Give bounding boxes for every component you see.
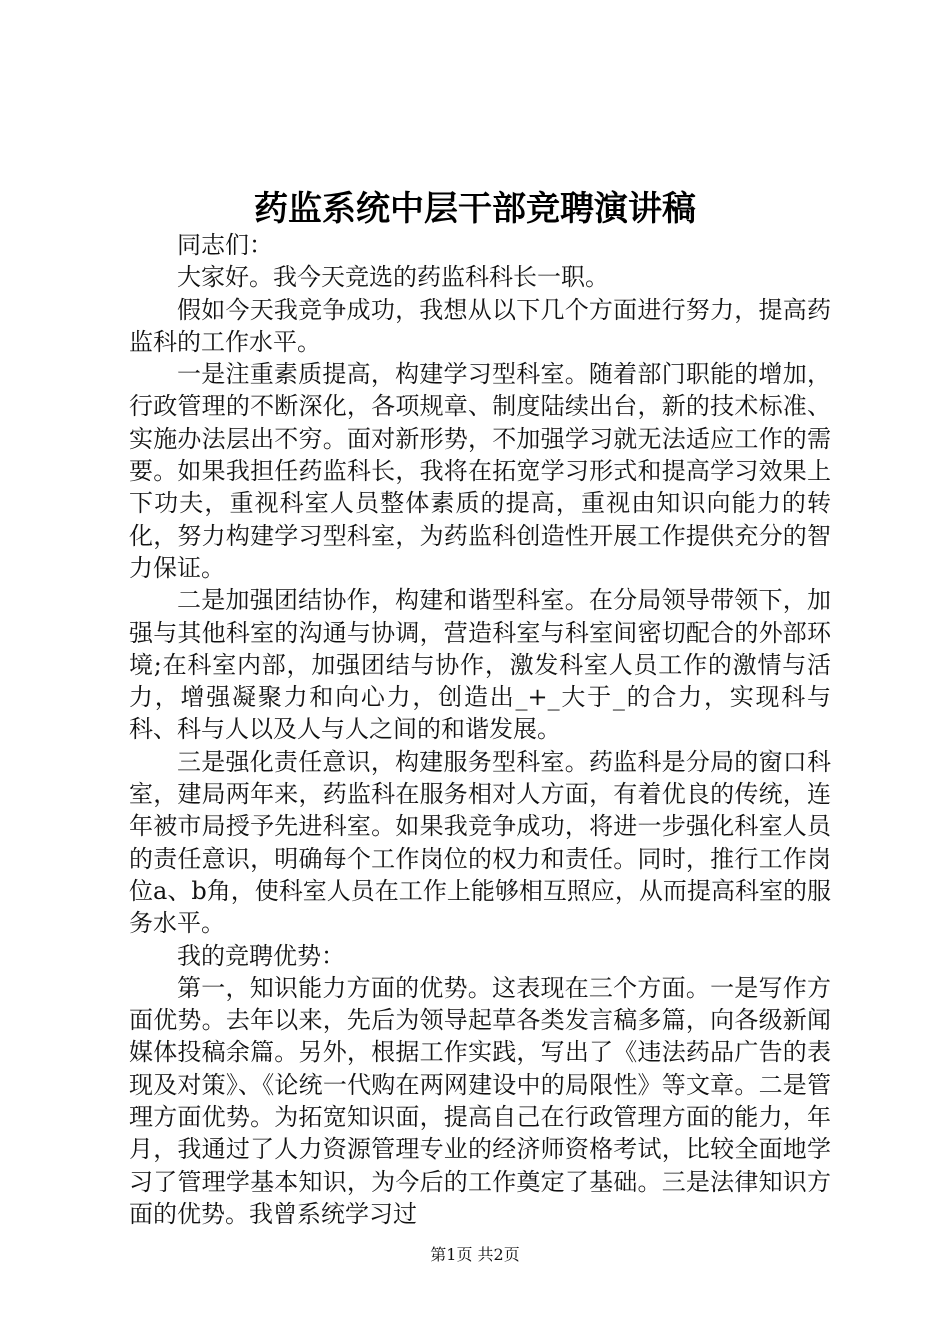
paragraph-point-two: 二是加强团结协作，构建和谐型科室。在分局领导带领下，加强与其他科室的沟通与协调，营造科室与科室间密切配合的外部环境;在科室内部，加强团结与协作，激发科室人员工作的激情与活力，增强凝聚力和向心力，创造出_+_大于_的合力，实现科与科、科与人以及人与人之间的和谐发展。 bbox=[129, 586, 831, 744]
document-body bbox=[129, 229, 831, 1230]
paragraph-greeting: 大家好。我今天竞选的药监科科长一职。 bbox=[177, 263, 609, 292]
paragraph-advantage-one: 第一，知识能力方面的优势。这表现在三个方面。一是写作方面优势。去年以来，先后为领导起草各类发言稿多篇，向各级新闻媒体投稿余篇。另外，根据工作实践，写出了《违法药品广告的表现及对策》、《论统一代购在两网建设中的局限性》等文章。二是管理方面优势。为拓宽知识面，提高自己在行政管理方面的能力，年月，我通过了人力资源管理专业的经济师资格考试，比较全面地学习了管理学基本知识，为今后的工作奠定了基础。三是法律知识方面的优势。我曾系统学习过 bbox=[129, 973, 831, 1228]
paragraph-intro: 假如今天我竞争成功，我想从以下几个方面进行努力，提高药监科的工作水平。 bbox=[129, 295, 831, 356]
paragraph-point-one: 一是注重素质提高，构建学习型科室。随着部门职能的增加，行政管理的不断深化，各项规章、制度陆续出台，新的技术标准、实施办法层出不穷。面对新形势，不加强学习就无法适应工作的需要。如果我担任药监科长，我将在拓宽学习形式和提高学习效果上下功夫，重视科室人员整体素质的提高，重视由知识向能力的转化，努力构建学习型科室，为药监科创造性开展工作提供充分的智力保证。 bbox=[129, 360, 831, 582]
paragraph-salutation: 同志们： bbox=[177, 231, 273, 259]
document-title: 药监系统中层干部竞聘演讲稿 bbox=[254, 189, 696, 229]
paragraph-advantages-heading: 我的竞聘优势： bbox=[177, 941, 345, 970]
paragraph-point-three: 三是强化责任意识，构建服务型科室。药监科是分局的窗口科室，建局两年来，药监科在服务相对人方面，有着优良的传统，连年被市局授予先进科室。如果我竞争成功，将进一步强化科室人员的责任意识，明确每个工作岗位的权力和责任。同时，推行工作岗位a、b角，使科室人员在工作上能够相互照应，从而提高科室的服务水平。 bbox=[129, 747, 831, 938]
page-footer: 第1页 共2页 bbox=[430, 1245, 520, 1264]
